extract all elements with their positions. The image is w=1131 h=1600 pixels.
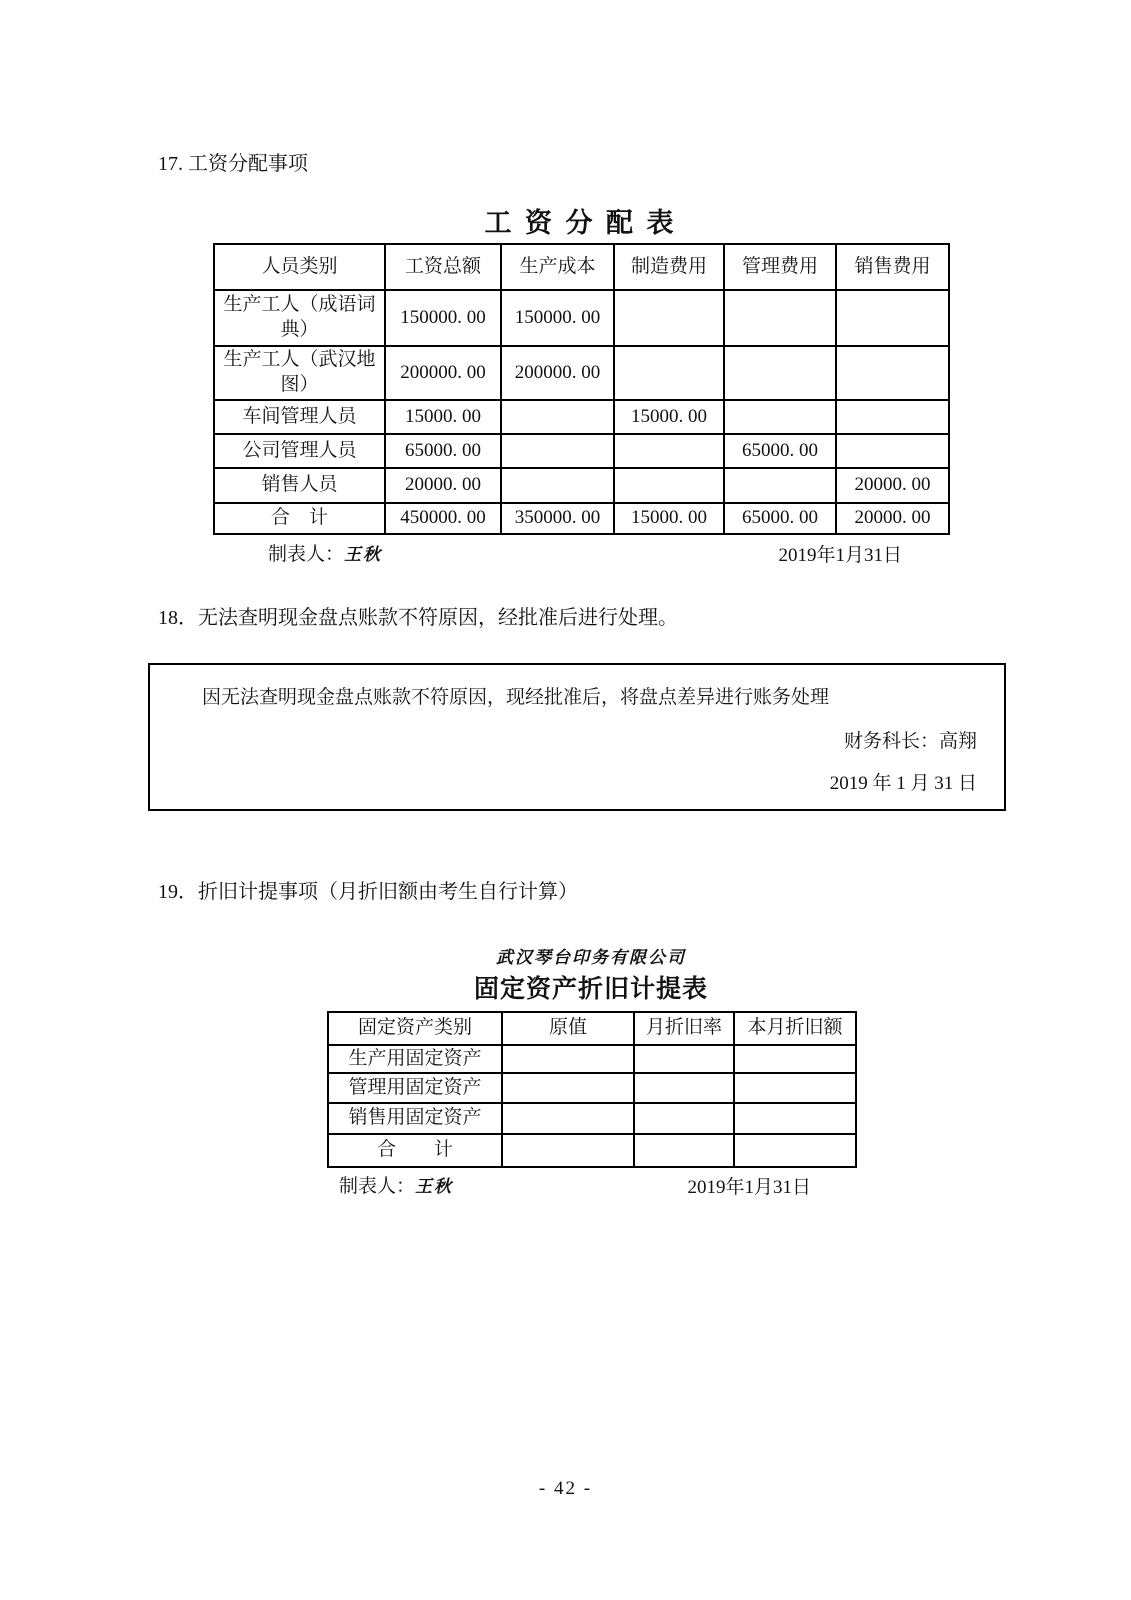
column-header: 原值 [502,1012,634,1045]
table-cell [614,434,724,468]
table-cell: 20000. 00 [836,468,949,503]
section-19-heading: 19．折旧计提事项（月折旧额由考生自行计算） [158,881,578,903]
column-header: 人员类别 [214,244,385,290]
note-body: 因无法查明现金盘点账款不符原因，现经批准后，将盘点差异进行账务处理 [202,687,830,708]
table-total-row [328,1134,856,1167]
table-row [214,434,949,468]
column-header: 工资总额 [385,244,501,290]
table-cell: 150000. 00 [385,290,501,346]
table-header-row [214,244,949,290]
table-cell [502,1045,634,1073]
table-cell [634,1073,734,1103]
depreciation-table-title: 固定资产折旧计提表 [473,975,708,1003]
table-cell [724,346,836,400]
table-cell [614,346,724,400]
table-cell: 20000. 00 [836,503,949,534]
signer-label: 财务科长： [843,731,939,752]
table-cell: 200000. 00 [501,346,614,400]
preparer-label: 制表人： [339,1176,416,1197]
table-row [214,290,949,346]
table-cell: 65000. 00 [724,434,836,468]
column-header: 固定资产类别 [328,1012,502,1045]
table-cell: 65000. 00 [724,503,836,534]
wage-allocation-table [213,243,950,535]
table-cell: 销售人员 [214,468,385,503]
column-header: 月折旧率 [634,1012,734,1045]
column-header: 本月折旧额 [734,1012,856,1045]
table-total-row [214,503,949,534]
approval-note-box [148,663,1006,811]
table-cell: 生产工人（成语词典） [214,290,385,346]
table-cell [836,400,949,434]
table-cell [614,290,724,346]
table-row [328,1045,856,1073]
wage-table-footer [213,539,948,566]
table-cell [734,1045,856,1073]
table-cell [724,290,836,346]
section-18-heading: 18．无法查明现金盘点账款不符原因，经批准后进行处理。 [158,607,678,629]
page-number: - 42 - [538,1478,593,1499]
table-row [328,1073,856,1103]
section-17-heading: 17. 工资分配事项 [158,153,308,175]
table-cell: 车间管理人员 [214,400,385,434]
table-cell: 生产工人（武汉地图） [214,346,385,400]
table-date: 2019年1月31日 [687,1177,811,1198]
table-cell [836,434,949,468]
table-cell: 销售用固定资产 [328,1103,502,1134]
table-cell [734,1134,856,1167]
table-row [214,468,949,503]
table-cell: 管理用固定资产 [328,1073,502,1103]
preparer-signature: 王秋 [415,1177,454,1196]
table-row [214,400,949,434]
table-date: 2019年1月31日 [778,545,902,566]
table-cell [634,1134,734,1167]
preparer-label: 制表人： [268,544,345,565]
table-header-row [328,1012,856,1045]
table-cell: 150000. 00 [501,290,614,346]
table-cell: 450000. 00 [385,503,501,534]
table-cell: 合 计 [214,503,385,534]
table-cell: 15000. 00 [385,400,501,434]
table-cell [634,1103,734,1134]
table-cell [501,468,614,503]
table-cell [724,468,836,503]
table-cell [734,1073,856,1103]
table-cell: 15000. 00 [614,400,724,434]
company-name: 武汉琴台印务有限公司 [496,948,686,967]
table-cell [724,400,836,434]
table-cell: 公司管理人员 [214,434,385,468]
table-cell: 65000. 00 [385,434,501,468]
table-cell [502,1103,634,1134]
table-cell: 350000. 00 [501,503,614,534]
table-cell [501,434,614,468]
table-row [328,1103,856,1134]
depreciation-table [327,1011,857,1168]
table-cell: 生产用固定资产 [328,1045,502,1073]
table-cell [734,1103,856,1134]
column-header: 生产成本 [501,244,614,290]
column-header: 销售费用 [836,244,949,290]
table-cell [836,290,949,346]
note-date: 2019 年 1 月 31 日 [829,773,977,794]
table-cell [634,1045,734,1073]
wage-table-title: 工 资 分 配 表 [484,208,677,238]
table-cell [501,400,614,434]
table-cell: 20000. 00 [385,468,501,503]
column-header: 管理费用 [724,244,836,290]
table-cell [502,1073,634,1103]
depreciation-table-footer [327,1171,855,1198]
table-row [214,346,949,400]
table-cell [836,346,949,400]
table-cell: 15000. 00 [614,503,724,534]
table-cell: 200000. 00 [385,346,501,400]
column-header: 制造费用 [614,244,724,290]
table-cell [614,468,724,503]
preparer-signature: 王秋 [344,545,383,564]
signer-name: 高翔 [938,731,977,752]
table-cell [502,1134,634,1167]
note-signer [844,726,977,753]
table-cell: 合 计 [328,1134,502,1167]
